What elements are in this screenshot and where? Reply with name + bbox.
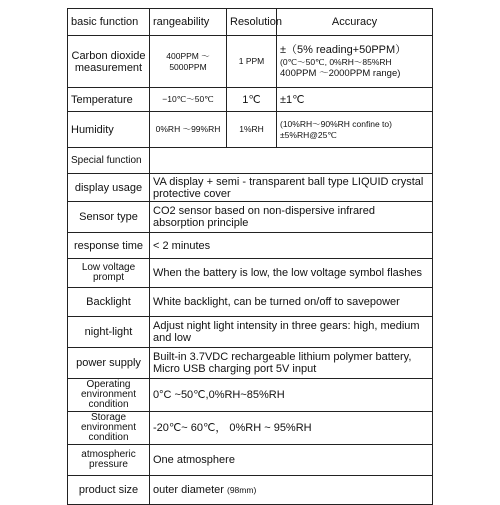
humidity-range: 0%RH ～99%RH — [150, 112, 227, 148]
product-size-prefix: outer diameter — [153, 484, 224, 496]
co2-label-line2: measurement — [74, 61, 143, 74]
display-usage-value: VA display + semi - transparent ball type LIQUID crystal protective cover — [150, 174, 433, 202]
header-rangeability: rangeability — [150, 9, 227, 36]
sensor-type-row — [68, 202, 433, 233]
pressure-row — [68, 445, 433, 476]
sensor-type-value: CO2 sensor based on non-dispersive infrared absorption principle — [150, 202, 433, 233]
display-usage-label: display usage — [68, 174, 150, 202]
temperature-label: Temperature — [68, 88, 150, 112]
co2-accuracy — [277, 36, 433, 88]
header-resolution: Resolution — [227, 9, 277, 36]
response-time-row — [68, 233, 433, 259]
humidity-row — [68, 112, 433, 148]
backlight-value: White backlight, can be turned on/off to savepower — [150, 288, 433, 317]
product-size-label: product size — [68, 476, 150, 505]
low-voltage-value: When the battery is low, the low voltage symbol flashes — [150, 259, 433, 288]
storage-env-row — [68, 412, 433, 445]
product-size-row — [68, 476, 433, 505]
humidity-accuracy-line2: ±5%RH@25℃ — [280, 129, 337, 140]
display-usage-row — [68, 174, 433, 202]
storage-env-value: -20℃~ 60℃， 0%RH ~ 95%RH — [150, 412, 433, 445]
night-light-value: Adjust night light intensity in three gears: high, medium and low — [150, 317, 433, 348]
temperature-range: −10℃～50℃ — [150, 88, 227, 112]
backlight-row — [68, 288, 433, 317]
co2-label-line1: Carbon dioxide — [71, 49, 146, 62]
humidity-accuracy — [277, 112, 433, 148]
power-supply-label: power supply — [68, 348, 150, 379]
co2-accuracy-line1: ±（5% reading+50PPM） — [280, 43, 407, 56]
temperature-resolution: 1℃ — [227, 88, 277, 112]
header-row — [68, 9, 433, 36]
pressure-label: atmospheric pressure — [68, 445, 150, 476]
temperature-row — [68, 88, 433, 112]
sensor-type-label: Sensor type — [68, 202, 150, 233]
header-basic-function: basic function — [68, 9, 150, 36]
backlight-label: Backlight — [68, 288, 150, 317]
co2-range-line1: 400PPM ～ — [166, 50, 210, 61]
co2-row — [68, 36, 433, 88]
humidity-accuracy-line1: (10%RH～90%RH confine to) — [280, 118, 392, 129]
operating-env-value: 0°C ~50℃,0%RH~85%RH — [150, 379, 433, 412]
co2-label — [68, 36, 150, 88]
co2-accuracy-line3: 400PPM ～2000PPM range) — [280, 67, 401, 79]
header-accuracy: Accuracy — [277, 9, 433, 36]
humidity-label: Humidity — [68, 112, 150, 148]
night-light-label: night-light — [68, 317, 150, 348]
low-voltage-label: Low voltage prompt — [68, 259, 150, 288]
co2-accuracy-line2: (0℃～50℃, 0%RH～85%RH — [280, 56, 392, 67]
humidity-resolution: 1%RH — [227, 112, 277, 148]
low-voltage-row — [68, 259, 433, 288]
special-function-label: Special function — [68, 148, 150, 174]
power-supply-value: Built-in 3.7VDC rechargeable lithium polymer battery, Micro USB charging port 5V input — [150, 348, 433, 379]
co2-range-line2: 5000PPM — [169, 61, 207, 72]
operating-env-row — [68, 379, 433, 412]
operating-env-label: Operating environment condition — [68, 379, 150, 412]
pressure-value: One atmosphere — [150, 445, 433, 476]
power-supply-row — [68, 348, 433, 379]
special-function-row — [68, 148, 433, 174]
night-light-row — [68, 317, 433, 348]
co2-resolution: 1 PPM — [227, 36, 277, 88]
special-function-empty — [150, 148, 433, 174]
product-size-value — [150, 476, 433, 505]
storage-env-label: Storage environment condition — [68, 412, 150, 445]
response-time-value: < 2 minutes — [150, 233, 433, 259]
response-time-label: response time — [68, 233, 150, 259]
temperature-accuracy: ±1℃ — [277, 88, 433, 112]
co2-range — [150, 36, 227, 88]
spec-table — [67, 8, 433, 505]
product-size-suffix: (98mm) — [227, 485, 257, 495]
